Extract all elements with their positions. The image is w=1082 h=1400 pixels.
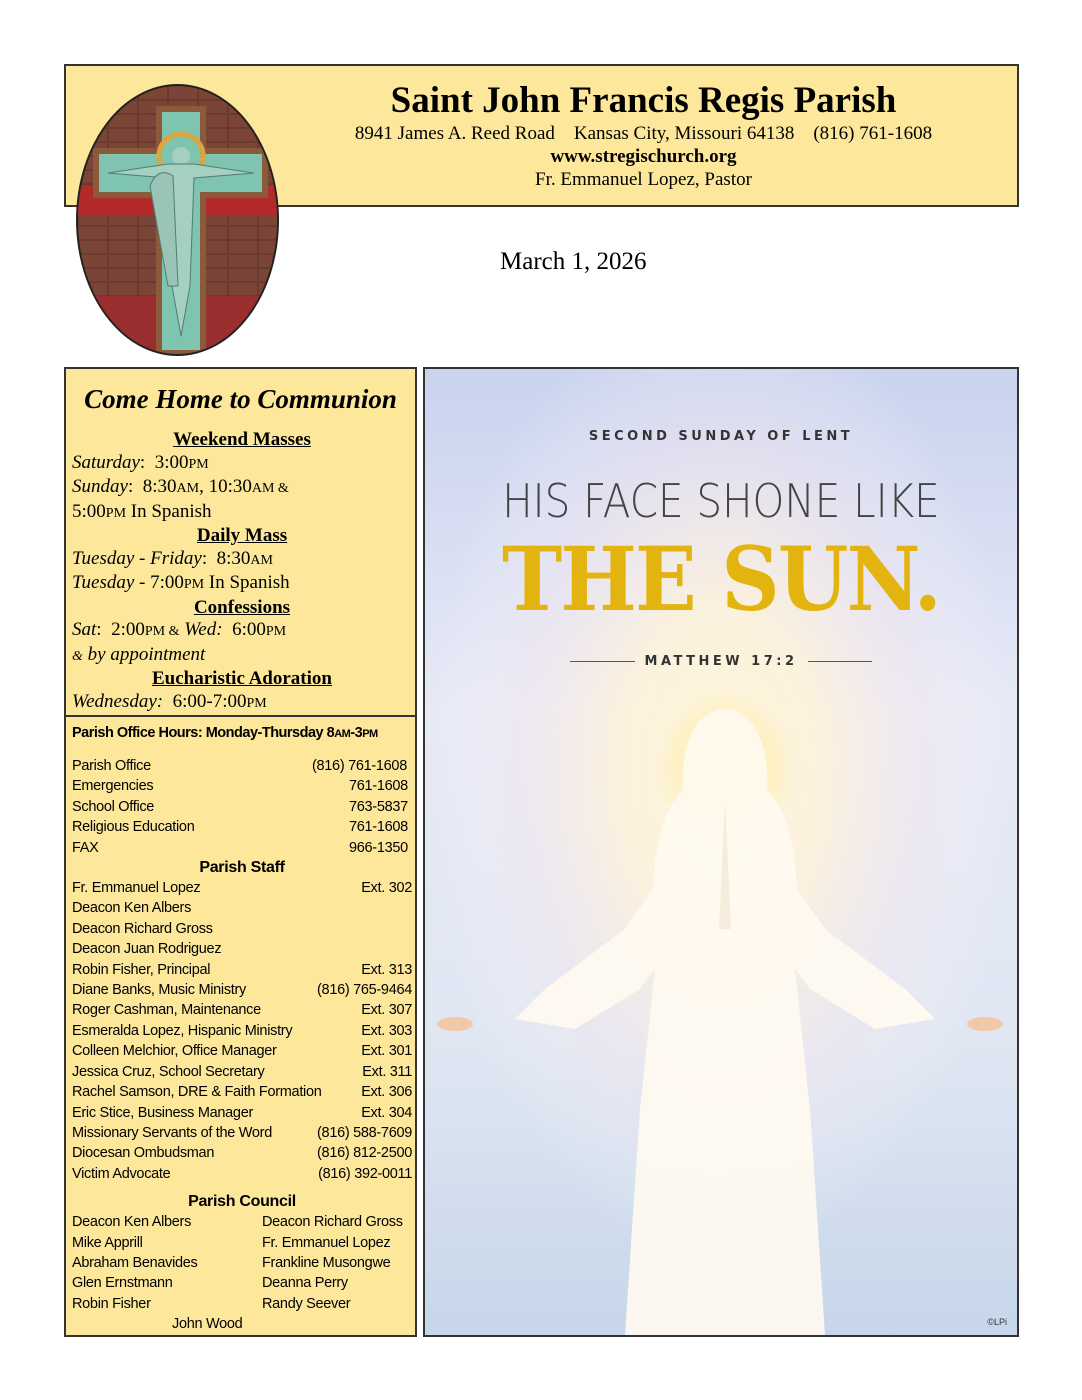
communion-title: Come Home to Communion bbox=[84, 384, 397, 414]
council-list bbox=[72, 1212, 412, 1314]
weekday-mass: Tuesday - Friday: 8:30AM bbox=[72, 547, 273, 569]
staff-row: Deacon Richard Gross bbox=[72, 920, 213, 937]
confessions-heading: Confessions bbox=[193, 596, 291, 618]
council-member: Mike Apprill bbox=[72, 1234, 143, 1251]
council-member: Robin Fisher bbox=[72, 1295, 151, 1312]
council-member: Deanna Perry bbox=[262, 1275, 348, 1292]
council-member: Deacon Ken Albers bbox=[72, 1214, 192, 1231]
council-member: Abraham Benavides bbox=[72, 1254, 198, 1271]
staff-row: Eric Stice, Business Manager Ext. 304 bbox=[72, 1104, 412, 1121]
staff-row: Colleen Melchior, Office Manager Ext. 301 bbox=[72, 1043, 412, 1060]
verse-label: MATTHEW 17:2 bbox=[644, 653, 798, 669]
staff-row: Diocesan Ombudsman (816) 812-2500 bbox=[72, 1145, 412, 1162]
confession-appointment: & by appointment bbox=[72, 643, 206, 665]
poster-headline-1: HIS FACE SHONE LIKE bbox=[502, 474, 940, 528]
poster-headline-2: THE SUN. bbox=[501, 527, 940, 631]
poster-kicker: SECOND SUNDAY OF LENT bbox=[588, 429, 854, 444]
sunday-spanish-mass: 5:00PM In Spanish bbox=[72, 500, 212, 522]
council-member: Deacon Richard Gross bbox=[262, 1214, 403, 1231]
staff-row: Rachel Samson, DRE & Faith Formation Ext. 306 bbox=[72, 1084, 412, 1101]
panel-divider bbox=[66, 715, 415, 717]
council-member: John Wood bbox=[172, 1316, 243, 1333]
bulletin-date: March 1, 2026 bbox=[500, 248, 647, 275]
staff-row: Victim Advocate (816) 392-0011 bbox=[72, 1165, 412, 1182]
crucifix-logo bbox=[76, 84, 279, 356]
adoration-time: Wednesday: 6:00-7:00PM bbox=[72, 690, 267, 712]
staff-row: Missionary Servants of the Word (816) 588-7609 bbox=[72, 1124, 412, 1141]
tuesday-spanish-mass: Tuesday - 7:00PM In Spanish bbox=[72, 572, 290, 593]
daily-mass-heading: Daily Mass bbox=[196, 525, 288, 546]
sunday-mass: Sunday: 8:30AM, 10:30AM & bbox=[72, 476, 289, 497]
parish-directory bbox=[72, 723, 412, 1335]
pastor-name: Fr. Emmanuel Lopez, Pastor bbox=[535, 169, 752, 190]
staff-row: Diane Banks, Music Ministry (816) 765-9464 bbox=[72, 982, 412, 999]
saturday-mass: Saturday: 3:00PM bbox=[72, 451, 209, 473]
mass-schedule bbox=[72, 429, 412, 715]
contact-row: Religious Education 761-1608 bbox=[72, 819, 408, 836]
staff-row: Fr. Emmanuel Lopez Ext. 302 bbox=[72, 880, 412, 897]
crucifix-icon bbox=[78, 86, 279, 356]
divider-line bbox=[808, 661, 873, 662]
council-member: Fr. Emmanuel Lopez bbox=[262, 1234, 391, 1251]
parish-address: 8941 James A. Reed Road Kansas City, Missouri 64138 (816) 761-1608 bbox=[354, 123, 933, 144]
office-hours: Parish Office Hours: Monday-Thursday 8AM-3PM bbox=[72, 725, 378, 741]
council-member: Randy Seever bbox=[262, 1295, 351, 1312]
staff-row: Esmeralda Lopez, Hispanic Ministry Ext. 303 bbox=[72, 1022, 412, 1039]
image-credit: ©LPi bbox=[987, 1317, 1007, 1327]
staff-row: Deacon Ken Albers bbox=[72, 900, 192, 917]
council-member: Glen Ernstmann bbox=[72, 1275, 173, 1292]
contact-row: Parish Office (816) 761-1608 bbox=[72, 758, 407, 774]
divider-line bbox=[570, 661, 635, 662]
parish-name: Saint John Francis Regis Parish bbox=[390, 80, 897, 121]
weekend-masses-heading: Weekend Masses bbox=[173, 429, 311, 450]
staff-row: Robin Fisher, Principal Ext. 313 bbox=[72, 961, 412, 978]
adoration-heading: Eucharistic Adoration bbox=[152, 668, 332, 689]
masthead-text bbox=[316, 80, 971, 192]
council-heading: Parish Council bbox=[188, 1193, 296, 1211]
mass-schedule-panel bbox=[64, 367, 417, 1337]
scripture-reference bbox=[570, 651, 872, 671]
confession-times: Sat: 2:00PM & Wed: 6:00PM bbox=[72, 619, 287, 640]
staff-row: Jessica Cruz, School Secretary Ext. 311 bbox=[72, 1063, 412, 1080]
staff-row: Deacon Juan Rodriguez bbox=[72, 941, 222, 958]
council-member: Frankline Musongwe bbox=[262, 1254, 391, 1271]
staff-row: Roger Cashman, Maintenance Ext. 307 bbox=[72, 1002, 412, 1019]
lent-poster bbox=[423, 367, 1019, 1337]
contact-row: School Office 763-5837 bbox=[72, 798, 408, 815]
parish-website[interactable]: www.stregischurch.org bbox=[550, 146, 737, 167]
contact-row: Emergencies 761-1608 bbox=[72, 778, 408, 795]
staff-heading: Parish Staff bbox=[199, 859, 285, 877]
contact-row: FAX 966-1350 bbox=[72, 839, 408, 856]
